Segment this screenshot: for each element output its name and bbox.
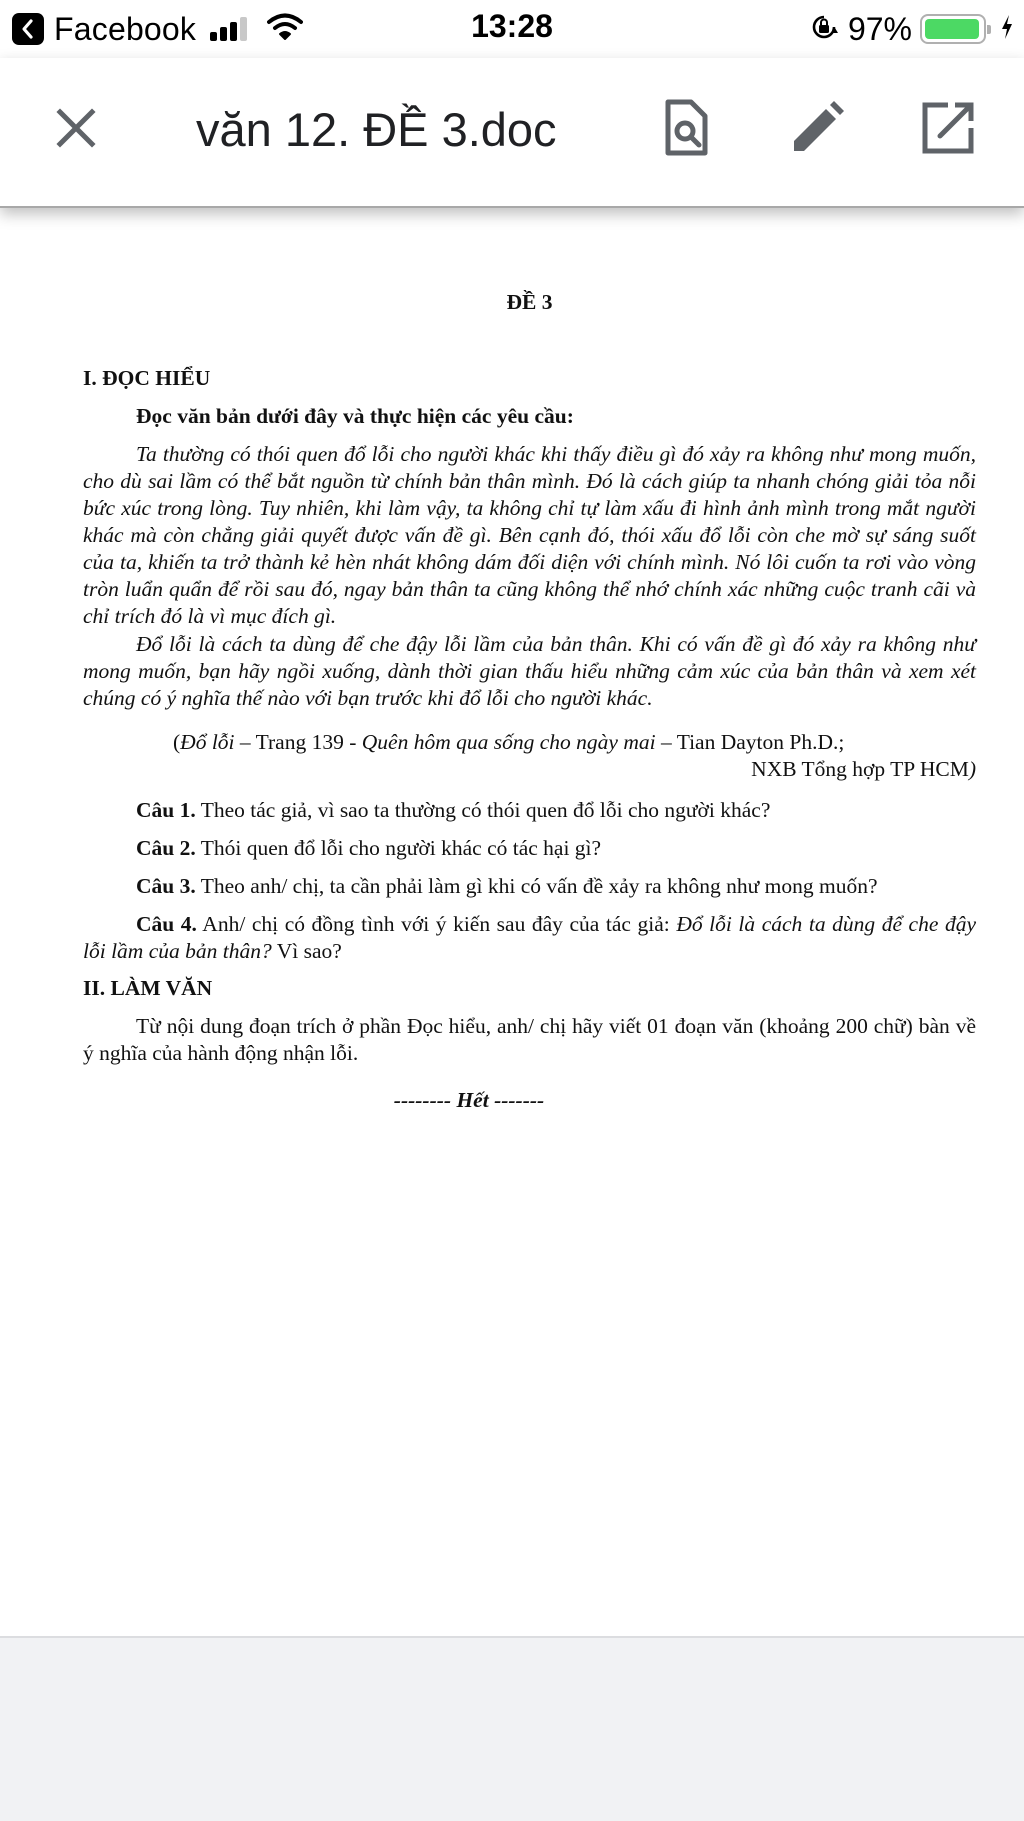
- exam-title: ĐỀ 3: [506, 290, 553, 314]
- charging-bolt-icon: [1000, 14, 1014, 45]
- back-app-name[interactable]: Facebook: [54, 10, 197, 47]
- passage-paragraph-1: Ta thường có thói quen đổ lỗi cho người khác khi thấy điều gì đó xảy ra không như mong muốn, cho dù sai lầm có thể bắt nguồn từ chính bản thân mình. Đó là cách giúp ta nhanh chóng giải tỏa nỗi bức xúc trong lòng. Tuy nhiên, khi làm vậy, ta không chỉ tự làm xấu đi hình ảnh mình trong mắt người khác mà còn chẳng giải quyết được vấn đề gì. Bên cạnh đó, thói xấu đổ lỗi còn che mờ sự sáng suốt của ta, khiến ta trở thành kẻ hèn nhát không dám đối diện với chính mình. Nó lôi cuốn ta rơi vào vòng tròn luẩn quẩn để rồi sau đó, ngay bản thân ta cũng không thể nhớ chính xác những cuộc tranh cãi và chỉ trích đó là vì mục đích gì.: [83, 442, 976, 628]
- section-heading-reading: I. ĐỌC HIỂU: [83, 366, 211, 390]
- battery-icon: [920, 14, 986, 44]
- battery-level-fill: [925, 19, 979, 39]
- essay-prompt: Từ nội dung đoạn trích ở phần Đọc hiểu, anh/ chị hãy viết 01 đoạn văn (khoảng 200 chữ) bàn về ý nghĩa của hành động nhận lỗi.: [83, 1014, 976, 1065]
- close-button[interactable]: [44, 98, 108, 162]
- question-3: Câu 3. Theo anh/ chị, ta cần phải làm gì khi có vấn đề xảy ra không như mong muốn?: [136, 874, 878, 898]
- source-publisher: NXB Tổng hợp TP HCM: [751, 757, 969, 781]
- instruction: Đọc văn bản dưới đây và thực hiện các yêu cầu:: [136, 404, 574, 428]
- open-external-button[interactable]: [916, 98, 980, 162]
- section-heading-writing: II. LÀM VĂN: [83, 976, 213, 1000]
- back-chevron-icon[interactable]: [12, 13, 44, 45]
- source-publisher-line: NXB Tổng hợp TP HCM): [751, 757, 976, 781]
- question-2: Câu 2. Thói quen đổ lỗi cho người khác có tác hại gì?: [136, 836, 602, 860]
- battery-percent: 97%: [847, 10, 912, 47]
- source-book: Quên hôm qua sống cho ngày mai: [361, 730, 656, 754]
- source-title: Đổ lỗi: [180, 730, 235, 754]
- back-to-app[interactable]: [12, 10, 303, 48]
- clock: 13:28: [471, 8, 553, 44]
- find-in-document-icon: [663, 99, 709, 162]
- wifi-icon: [267, 13, 303, 46]
- edit-button[interactable]: [785, 98, 849, 162]
- rotation-lock-icon: [808, 11, 840, 48]
- question-4: Câu 4. Anh/ chị có đồng tình với ý kiến sau đây của tác giả: Đổ lỗi là cách ta dùng để che đậy lỗi lầm của bản thân? Vì sao?: [83, 912, 976, 963]
- document-title: văn 12. ĐỀ 3.doc: [196, 103, 557, 156]
- document-page[interactable]: [0, 208, 1024, 1638]
- close-icon: [56, 108, 96, 153]
- source-citation: (Đổ lỗi – Trang 139 - Quên hôm qua sống cho ngày mai – Tian Dayton Ph.D.;: [173, 730, 845, 754]
- question-1: Câu 1. Theo tác giả, vì sao ta thường có thói quen đổ lỗi cho người khác?: [136, 798, 771, 822]
- edit-pencil-icon: [790, 101, 844, 160]
- viewer-background: [0, 1640, 1024, 1821]
- status-bar: [0, 0, 1024, 58]
- signal-icon: [210, 17, 247, 41]
- document-viewer-header: [0, 58, 1024, 208]
- open-external-icon: [922, 102, 974, 159]
- find-in-document-button[interactable]: [654, 98, 718, 162]
- passage-paragraph-2: Đổ lỗi là cách ta dùng để che đậy lỗi lầm của bản thân. Khi có vấn đề gì đó xảy ra không như mong muốn, bạn hãy ngồi xuống, dành thời gian thấu hiểu những cảm xúc của bản thân và xem xét chúng có ý nghĩa thế nào với bạn trước khi đổ lỗi cho người khác.: [83, 632, 976, 710]
- end-mark: -------- Hết -------: [393, 1088, 545, 1112]
